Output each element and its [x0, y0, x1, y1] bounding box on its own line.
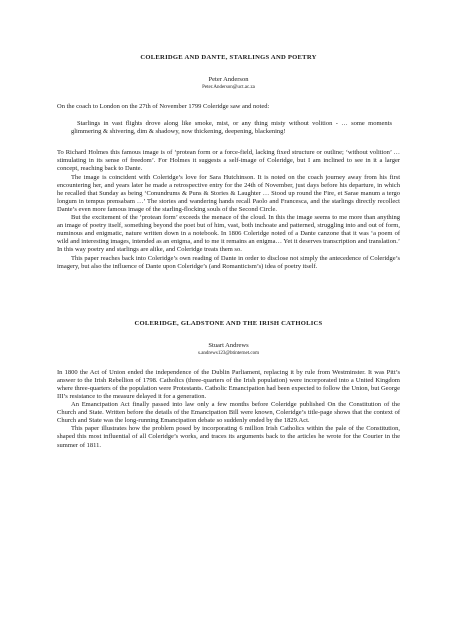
article-author: Peter Anderson: [208, 76, 249, 83]
body-paragraph: But the excitement of the ‘protean form’ exceeds the menace of the cloud. In this the image seems to me more than anything an image of poetry itself, something beyond the poet but of him, vast, both inchoate and patterned, struggling into and out of form, numinous and enigmatic, nature written down in a notebook. In 1806 Coleridge noted of a Dante canzone that it was ‘a poem of wild and interesting images, intended as an enigma, and to me it remains an enigma… Yet it deserves transcription and translation.’ In this way poetry and starlings are alike, and Coleridge treats them so.: [57, 214, 400, 254]
body-paragraph: In 1800 the Act of Union ended the independence of the Dublin Parliament, replacing it by rule from Westminster. It was Pitt’s answer to the Irish Rebellion of 1798. Catholics (three-quarters of the Irish population) were incorporated into a United Kingdom where three-quarters of the population were Protestants. Catholic Emancipation had been expected to follow the Union, but George III’s resistance to the measure delayed it for a generation.: [57, 368, 400, 400]
article-title: COLERIDGE, GLADSTONE AND THE IRISH CATHOLICS: [134, 319, 323, 327]
block-quote: Starlings in vast flights drove along like smoke, mist, or any thing misty without volition - … some moments glimmering & shivering, dim & shadowy, now thickening, deepening, blackening!: [71, 120, 392, 136]
body-paragraph: The image is coincident with Coleridge’s love for Sara Hutchinson. It is noted on the coach journey away from his first encountering her, and years later he made a retrospective entry for the 24th of November, just days before his departure, in which he recalled that Sunday as being ‘Conundrums & Puns & Stories & Laughter … Stood up round the Fire, et Sarae manum a tergo longum in tempus prensabam …’ The stories and wandering hands recall Paolo and Francesca, and the starlings directly recollect Dante’s even more famous image of the starling-flocking souls of the Second Circle.: [57, 173, 400, 213]
body-paragraph: An Emancipation Act finally passed into law only a few months before Coleridge published On the Constitution of the Church and State. Written before the details of the Emancipation Bill were known, Coleridge’s title-page shows that the context of Church and State was the long-running Emancipation debate so suddenly ended by the 1829.Act.: [57, 401, 400, 425]
body-paragraph: This paper reaches back into Coleridge’s own reading of Dante in order to disclose not simply the antecedence of Coleridge’s imagery, but also the influence of Dante upon Coleridge’s (and Romanticism’s) idea of poetry itself.: [57, 254, 400, 270]
body-paragraph: This paper illustrates how the problem posed by incorporating 6 million Irish Catholics within the pale of the Constitution, shaped this most influential of all Coleridge’s works, and traces its arguments back to the articles he wrote for the Courier in the summer of 1811.: [57, 425, 400, 449]
author-email[interactable]: Peter.Anderson@uct.ac.za: [202, 85, 255, 90]
article-title: COLERIDGE AND DANTE, STARLINGS AND POETRY: [140, 54, 317, 61]
author-email[interactable]: s.andrews123@btinternet.com: [198, 350, 259, 356]
intro-paragraph: On the coach to London on the 27th of November 1799 Coleridge saw and noted:: [57, 103, 270, 110]
body-paragraph: To Richard Holmes this famous image is of ‘protean form or a force-field, lacking fixed structure or outline; ‘without volition’ … stimulating in its sense of freedom’. For Holmes it suggests a self-image of Coleridge, but I am inclined to see in it a larger concept, reaching back to Dante.: [57, 149, 400, 173]
page-content: [57, 53, 400, 450]
article-author: Stuart Andrews: [208, 341, 249, 349]
